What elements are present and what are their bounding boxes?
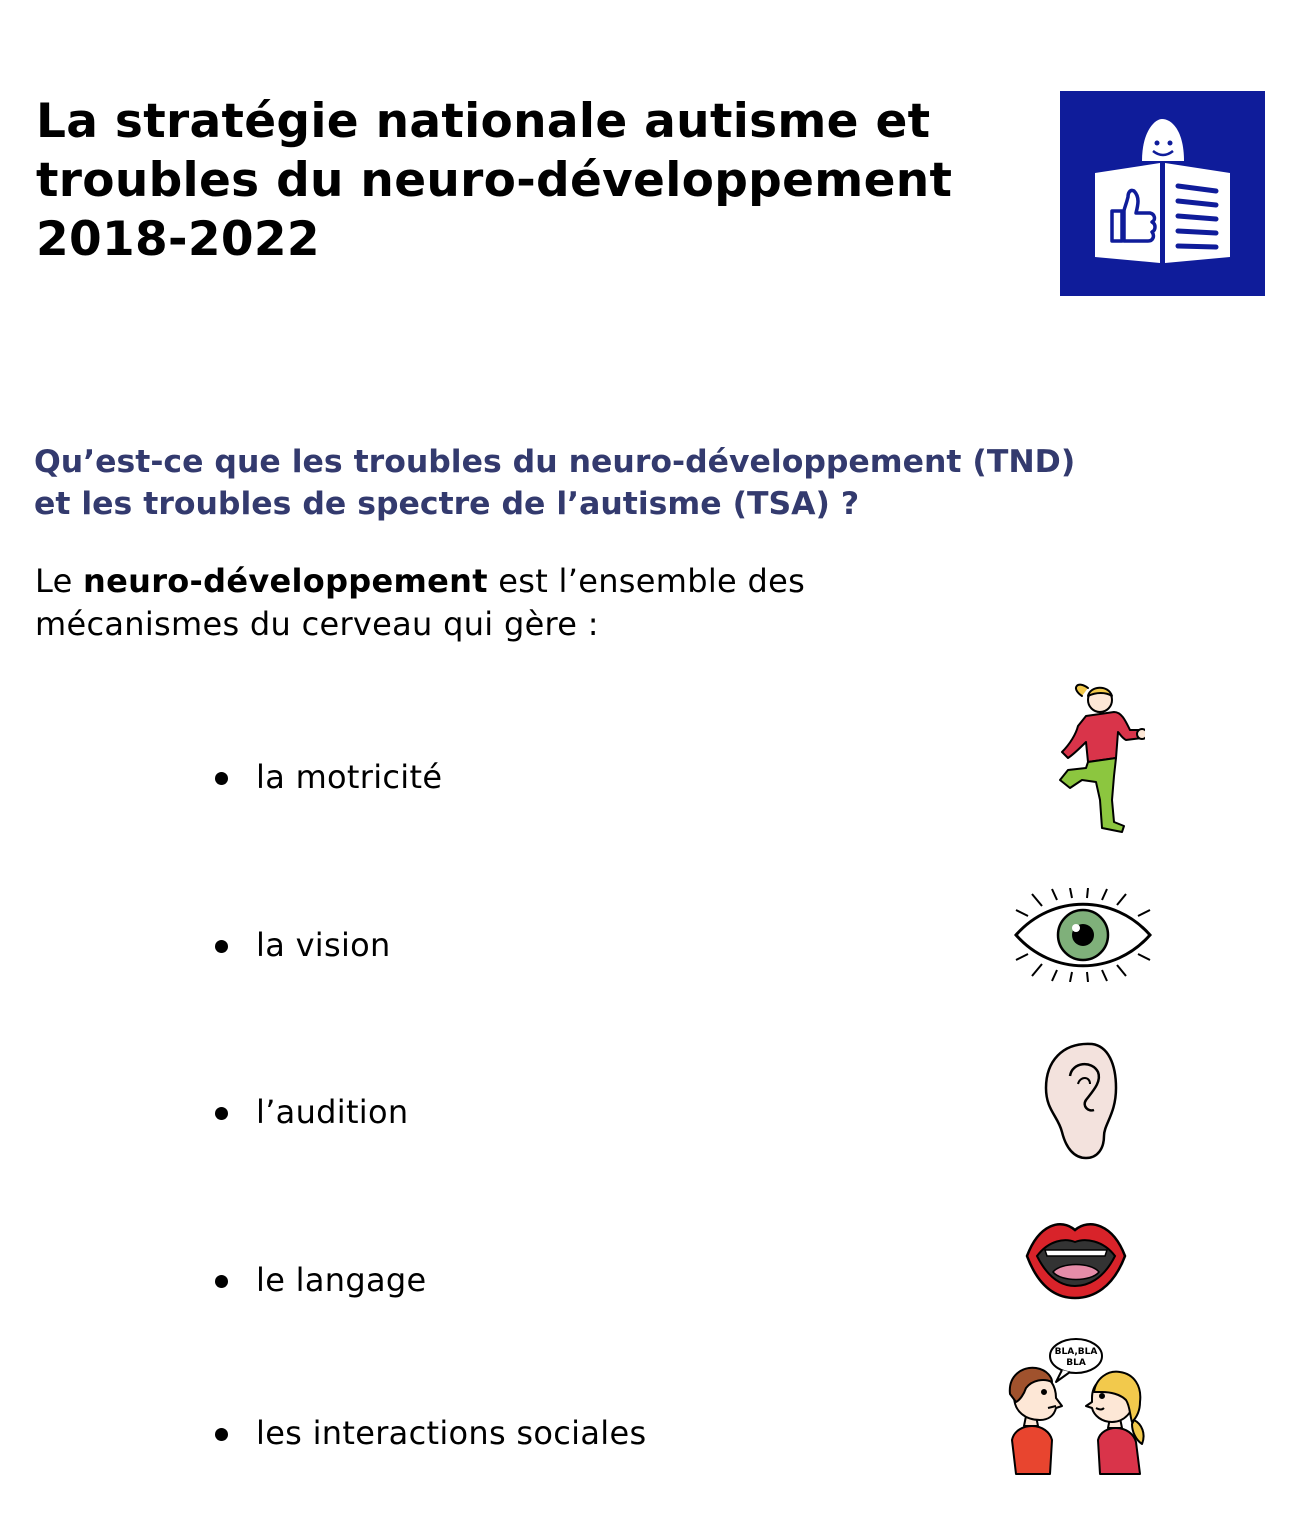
list-item-label: le langage — [256, 1261, 427, 1299]
list-item-label: l’audition — [256, 1093, 409, 1131]
list-item-label: les interactions sociales — [256, 1414, 647, 1452]
running-girl-icon — [1030, 682, 1145, 837]
easy-to-read-logo-icon — [1060, 91, 1265, 296]
intro-suffix: est l’ensemble des — [487, 562, 806, 600]
section-heading-line: et les troubles de spectre de l’autisme (TSA) ? — [34, 486, 860, 522]
bullet-dot — [215, 1275, 228, 1288]
mouth-icon — [1025, 1216, 1127, 1300]
speech-bubble-line1: BLA,BLA — [1054, 1347, 1098, 1357]
list-item-label: la vision — [256, 926, 391, 964]
talking-people-icon — [1002, 1336, 1147, 1476]
speech-bubble-line2: BLA — [1066, 1358, 1086, 1368]
bullet-dot — [215, 772, 228, 785]
intro-bold-term: neuro-développement — [83, 562, 488, 600]
title-line: La stratégie nationale autisme et — [36, 94, 931, 149]
eye-icon — [1012, 888, 1154, 982]
ear-icon — [1040, 1040, 1120, 1162]
title-line: troubles du neuro-développement — [36, 153, 953, 208]
section-heading-line: Qu’est-ce que les troubles du neuro-développement (TND) — [34, 444, 1076, 480]
intro-line-2: mécanismes du cerveau qui gère : — [35, 605, 599, 643]
page-title — [36, 92, 1026, 269]
bullet-dot — [215, 1107, 228, 1120]
bullet-dot — [215, 940, 228, 953]
intro-paragraph — [35, 560, 935, 646]
bullet-dot — [215, 1428, 228, 1441]
list-item-label: la motricité — [256, 758, 443, 796]
intro-prefix: Le — [35, 562, 84, 600]
intro-line-1 — [35, 560, 935, 603]
section-heading — [34, 441, 1075, 525]
title-line: 2018-2022 — [36, 212, 320, 267]
